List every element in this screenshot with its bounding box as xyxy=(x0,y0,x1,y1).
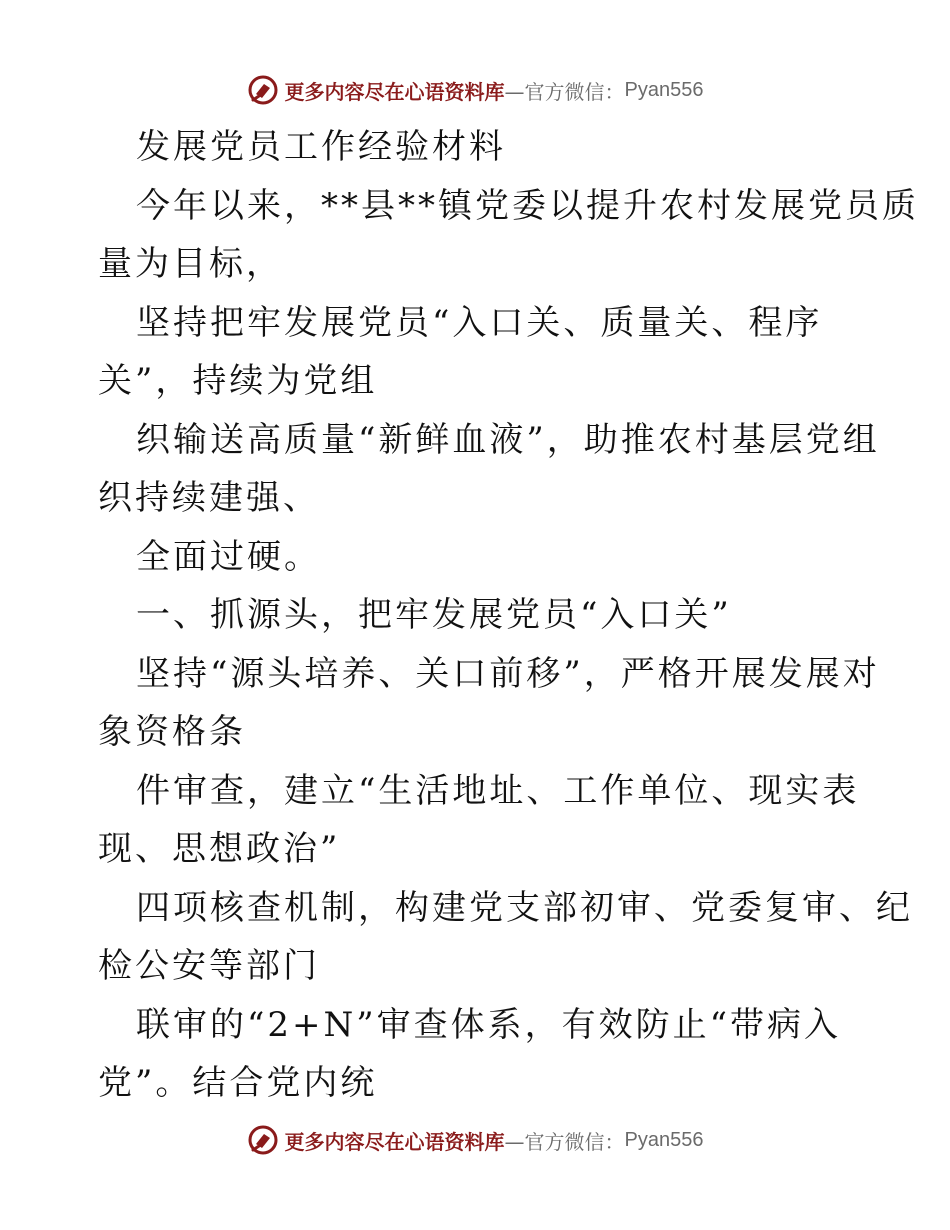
paragraph-line: 联审的“2+N”审查体系，有效防止“带病入 xyxy=(136,1004,842,1045)
footer-banner xyxy=(0,1120,950,1160)
banner-wechat-id: Pyan556 xyxy=(624,78,704,101)
paragraph-line: 关”，持续为党组 xyxy=(98,361,378,401)
paragraph-line: 象资格条 xyxy=(98,712,246,752)
paragraph-line: 坚持“源头培养、关口前移”，严格开展发展对 xyxy=(136,653,880,694)
paragraph-line: 四项核查机制，构建党支部初审、党委复审、纪 xyxy=(136,887,913,928)
paragraph-line: 党”。结合党内统 xyxy=(98,1063,378,1103)
paragraph-line: 今年以来，**县**镇党委以提升农村发展党员质 xyxy=(136,185,919,226)
paragraph-line: 现、思想政治” xyxy=(98,829,341,869)
section-heading: 一、抓源头，把牢发展党员“入口关” xyxy=(136,595,732,635)
brand-logo-icon xyxy=(247,74,279,106)
document-body xyxy=(98,118,919,1113)
paragraph-line: 织持续建强、 xyxy=(98,478,320,518)
header-banner xyxy=(0,70,950,110)
paragraph-line: 坚持把牢发展党员“入口关、质量关、程序 xyxy=(136,302,823,343)
paragraph-line: 件审查，建立“生活地址、工作单位、现实表 xyxy=(136,770,860,811)
document-title: 发展党员工作经验材料 xyxy=(136,127,506,167)
banner-wechat-id: Pyan556 xyxy=(624,1128,704,1151)
paragraph-line: 全面过硬。 xyxy=(136,536,321,577)
paragraph-line: 检公安等部门 xyxy=(98,946,320,986)
paragraph-line: 织输送高质量“新鲜血液”，助推农村基层党组 xyxy=(136,419,880,460)
banner-title: 更多内容尽在心语资料库 xyxy=(284,79,505,104)
paragraph-line: 量为目标， xyxy=(98,244,283,284)
banner-subtitle: —官方微信： xyxy=(504,1129,625,1154)
banner-subtitle: —官方微信： xyxy=(504,79,625,104)
banner-title: 更多内容尽在心语资料库 xyxy=(284,1129,505,1154)
brand-logo-icon xyxy=(247,1124,279,1156)
